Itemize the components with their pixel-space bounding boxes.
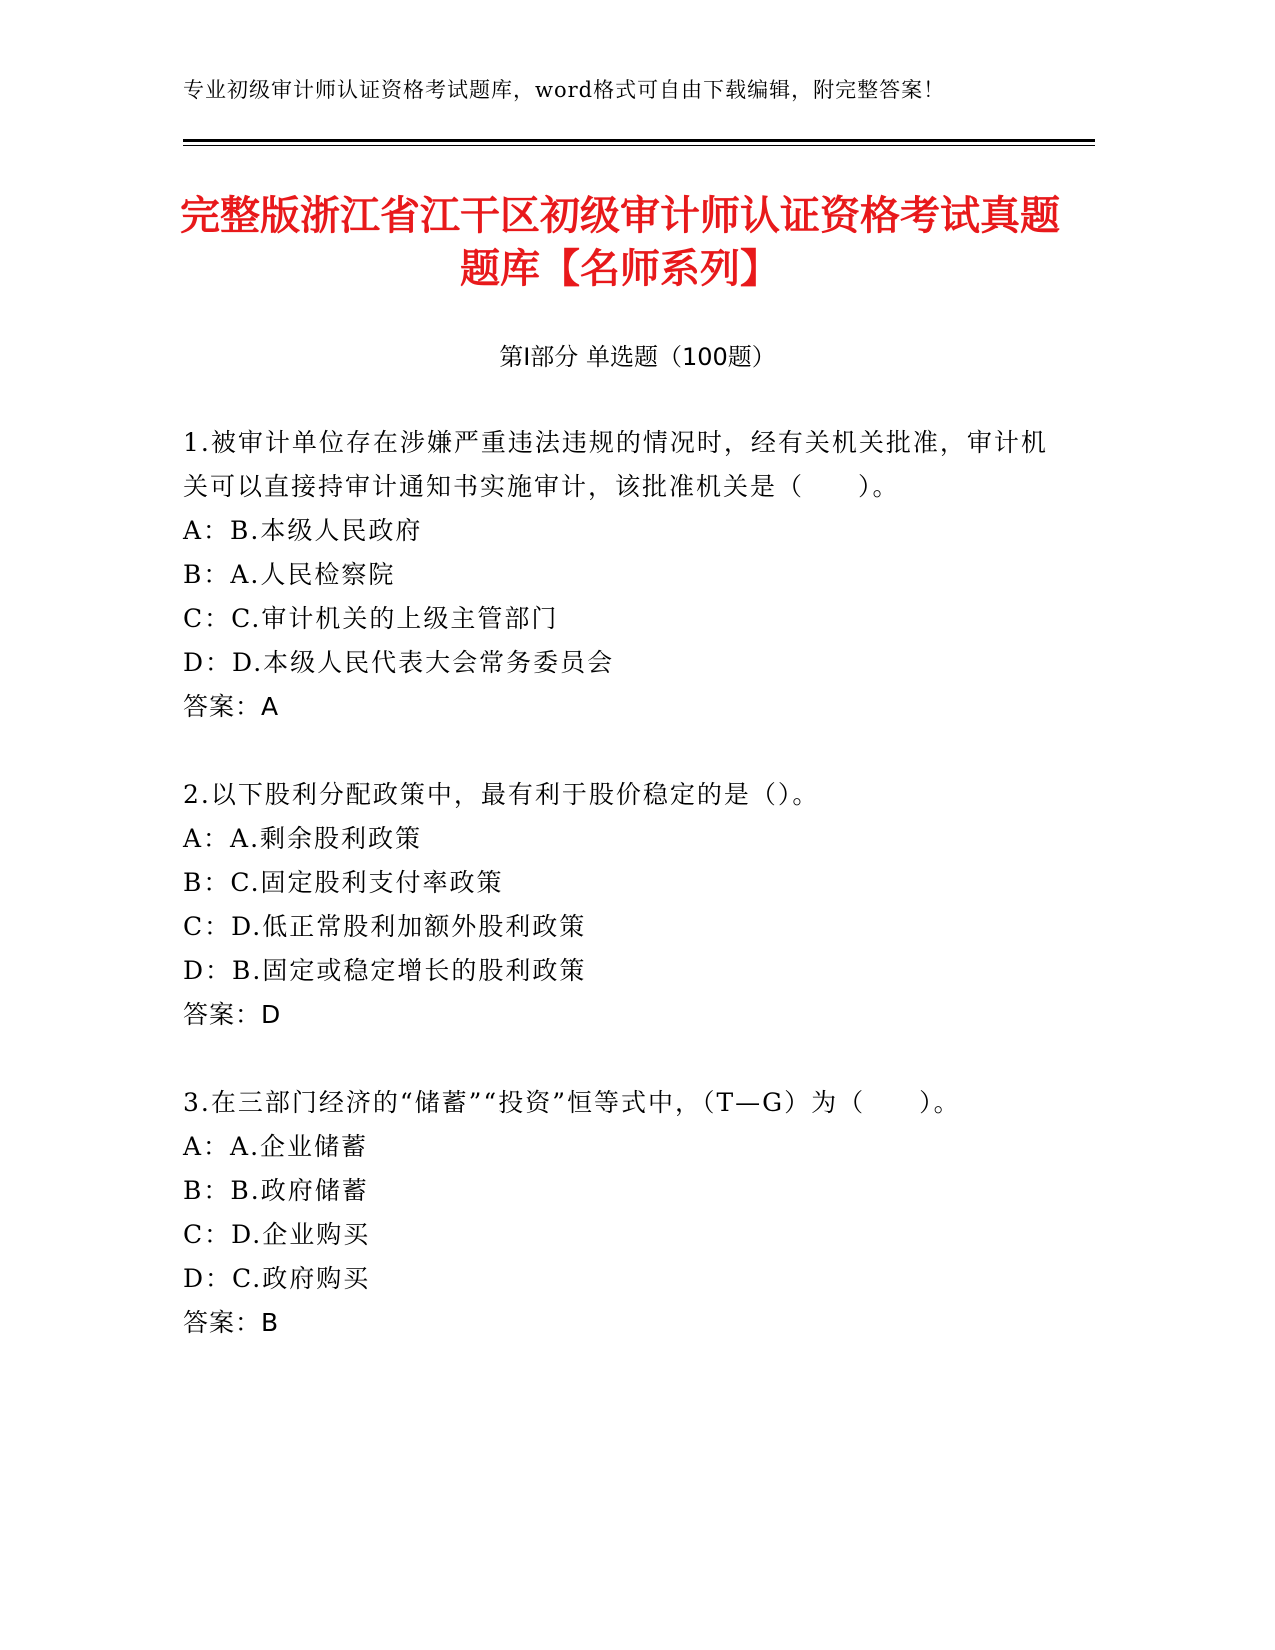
option-b: B：A.人民检察院 [183,560,396,589]
question-stem: 3.在三部门经济的“储蓄”“投资”恒等式中，（T—G）为（ ）。 [183,1088,961,1117]
option-d: D：D.本级人民代表大会常务委员会 [183,648,615,677]
option-c: C：C.审计机关的上级主管部门 [183,604,559,633]
question-3 [183,1081,1063,1345]
section-heading: 第Ⅰ部分 单选题（100题） [499,343,776,371]
header-rule-thick [183,139,1095,142]
question-stem: 1.被审计单位存在涉嫌严重违法违规的情况时，经有关机关批准，审计机关可以直接持审计通知书实施审计，该批准机关是（ ）。 [183,428,1048,501]
document-title: 完整版浙江省江干区初级审计师认证资格考试真题题库【名师系列】 [180,193,1060,292]
option-a: A：A.剩余股利政策 [183,824,423,853]
question-list [183,421,1063,1389]
header-note: 专业初级审计师认证资格考试题库，word格式可自由下载编辑，附完整答案！ [183,78,946,102]
option-a: A：A.企业储蓄 [183,1132,369,1161]
option-a: A：B.本级人民政府 [183,516,423,545]
option-b: B：B.政府储蓄 [183,1176,369,1205]
option-c: C：D.企业购买 [183,1220,371,1249]
answer: 答案：A [183,692,280,721]
question-1 [183,421,1063,729]
option-d: D：C.政府购买 [183,1264,371,1293]
question-2 [183,773,1063,1037]
question-stem: 2.以下股利分配政策中，最有利于股价稳定的是（）。 [183,780,820,809]
option-c: C：D.低正常股利加额外股利政策 [183,912,587,941]
option-b: B：C.固定股利支付率政策 [183,868,504,897]
option-d: D：B.固定或稳定增长的股利政策 [183,956,587,985]
answer: 答案：D [183,1000,282,1029]
answer: 答案：B [183,1308,280,1337]
header-rule-thin [183,145,1095,146]
